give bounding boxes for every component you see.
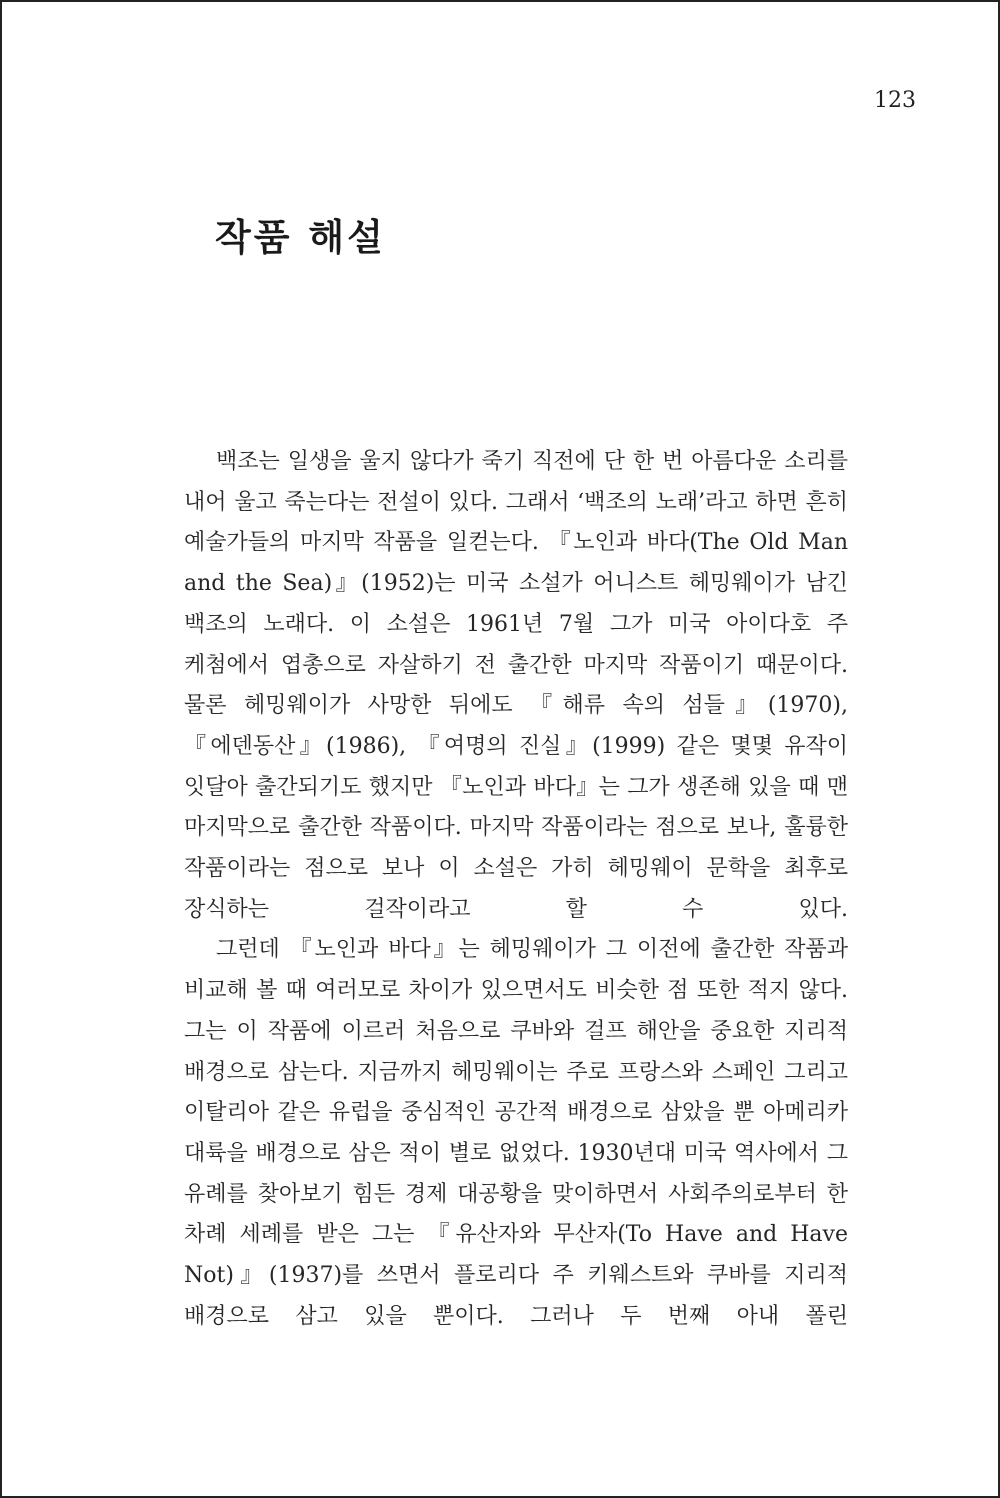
paragraph-2: 그런데 『노인과 바다』는 헤밍웨이가 그 이전에 출간한 작품과 비교해 볼 때 여러모로 차이가 있으면서도 비슷한 점 또한 적지 않다. 그는 이 작품에 이르러 처음으로 쿠바와 걸프 해안을 중요한 지리적 배경으로 삼는다. 지금까지 헤밍웨이는 주로 프랑스와 스페인 그리고 이탈리아 같은 유럽을 중심적인 공간적 배경으로 삼았을 뿐 아메리카 대륙을 배경으로 삼은 적이 별로 없었다. 1930년대 미국 역사에서 그 유례를 찾아보기 힘든 경제 대공황을 맞이하면서 사회주의로부터 한 차례 세례를 받은 그는 『유산자와 무산자(To Have and Have Not)』(1937)를 쓰면서 플로리다 주 키웨스트와 쿠바를 지리적 배경으로 삼고 있을 뿐이다. 그러나 두 번째 아내 폴린 bbox=[184, 937, 848, 1329]
section-title: 작품 해설 bbox=[215, 216, 386, 259]
paragraph-1: 백조는 일생을 울지 않다가 죽기 직전에 단 한 번 아름다운 소리를 내어 울고 죽는다는 전설이 있다. 그래서 ‘백조의 노래’라고 하면 흔히 예술가들의 마지막 작품을 일컫는다. 『노인과 바다(The Old Man and the Sea)』(1952)는 미국 소설가 어니스트 헤밍웨이가 남긴 백조의 노래다. 이 소설은 1961년 7월 그가 미국 아이다호 주 케첨에서 엽총으로 자살하기 전 출간한 마지막 작품이기 때문이다. 물론 헤밍웨이가 사망한 뒤에도 『해류 속의 섬들』(1970), 『에덴동산』(1986), 『여명의 진실』(1999) 같은 몇몇 유작이 잇달아 출간되기도 했지만 『노인과 바다』는 그가 생존해 있을 때 맨 마지막으로 출간한 작품이다. 마지막 작품이라는 점으로 보나, 훌륭한 작품이라는 점으로 보나 이 소설은 가히 헤밍웨이 문학을 최후로 장식하는 걸작이라고 할 수 있다. bbox=[184, 449, 848, 922]
page-number: 123 bbox=[874, 88, 916, 113]
body-text bbox=[184, 442, 848, 1337]
